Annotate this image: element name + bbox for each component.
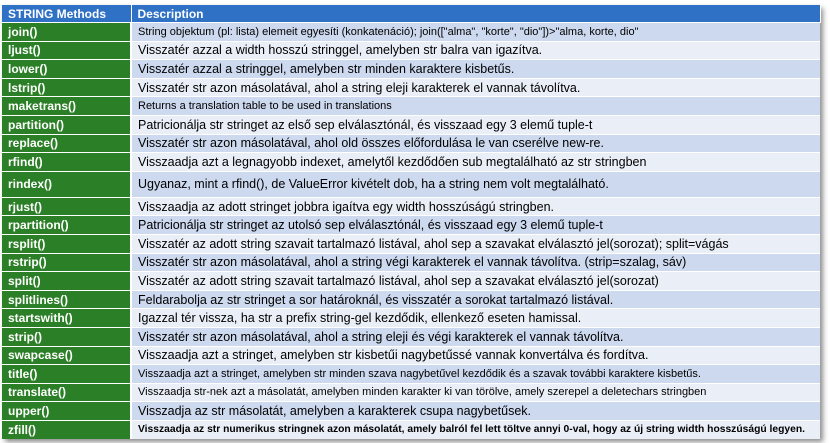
method-name-cell: rpartition()	[2, 216, 131, 235]
table-row	[2, 309, 820, 328]
table-row	[2, 171, 820, 197]
method-description-cell: Visszatér str azon másolatával, ahol a string végi karakterek el vannak távolítva. (strip=szalag, sáv)	[131, 253, 820, 272]
method-name-cell: partition()	[2, 115, 131, 134]
method-description-cell: Visszadja az str másolatát, amelyben a karakterek csupa nagybetűsek.	[131, 402, 820, 421]
table-row	[2, 290, 820, 309]
method-name-cell: replace()	[2, 134, 131, 153]
method-name-cell: strip()	[2, 327, 131, 346]
method-description-cell: Visszatér azzal a width hosszú stringgel, amelyben str balra van igazítva.	[131, 41, 820, 60]
table-row	[2, 134, 820, 153]
method-name-cell: swapcase()	[2, 346, 131, 365]
table-row	[2, 197, 820, 216]
method-description-cell: Igazzal tér vissza, ha str a prefix string-gel kezdődik, ellenkező eseten hamissal.	[131, 309, 820, 328]
method-name-cell: startswith()	[2, 309, 131, 328]
method-description-cell: Patricionálja str stringet az utolsó sep elválasztónál, és visszaad egy 3 elemű tuple-t	[131, 216, 820, 235]
table-row	[2, 272, 820, 291]
method-description-cell: Patricionálja str stringet az első sep elválasztónál, és visszaad egy 3 elemű tuple-t	[131, 115, 820, 134]
method-description-cell: Visszaadja azt a legnagyobb indexet, amelytől kezdődően sub megtalálható az str stringben	[131, 153, 820, 172]
method-description-cell: Visszatér str azon másolatával, ahol a string eleji karakterek el vannak távolítva.	[131, 78, 820, 97]
method-name-cell: ljust()	[2, 41, 131, 60]
table-row	[2, 253, 820, 272]
table-row	[2, 60, 820, 79]
method-name-cell: rindex()	[2, 171, 131, 197]
method-description-cell: Visszatér az adott string szavait tartalmazó listával, ahol sep a szavakat elválasztó jel(sorozat)	[131, 272, 820, 291]
method-description-cell: Visszatér str azon másolatával, ahol a string eleji és végi karakterek el vannak távolítva.	[131, 327, 820, 346]
method-name-cell: translate()	[2, 383, 131, 402]
table-row	[2, 346, 820, 365]
table-row	[2, 78, 820, 97]
method-description-cell: Returns a translation table to be used in translations	[131, 97, 820, 116]
method-name-cell: rsplit()	[2, 234, 131, 253]
table-header-row	[2, 5, 820, 23]
method-name-cell: upper()	[2, 402, 131, 421]
table-row	[2, 97, 820, 116]
table-row	[2, 365, 820, 384]
method-description-cell: Ugyanaz, mint a rfind(), de ValueError kivételt dob, ha a string nem volt megtalálható.	[131, 171, 820, 197]
table-row	[2, 420, 820, 439]
method-name-cell: rfind()	[2, 153, 131, 172]
string-methods-table-container	[2, 5, 820, 439]
table-row	[2, 153, 820, 172]
table-body	[2, 23, 820, 439]
method-description-cell: Visszatér azzal a stringgel, amelyben str minden karaktere kisbetűs.	[131, 60, 820, 79]
table-row	[2, 402, 820, 421]
header-methods: STRING Methods	[2, 5, 131, 23]
method-name-cell: title()	[2, 365, 131, 384]
method-description-cell: Visszaadja azt a stringet, amelyben str kisbetűi nagybetűssé vannak konvertálva és fordítva.	[131, 346, 820, 365]
method-description-cell: Feldarabolja az str stringet a sor határoknál, és visszatér a sorokat tartalmazó listával.	[131, 290, 820, 309]
table-row	[2, 41, 820, 60]
method-description-cell: Visszaadja az str numerikus stringnek azon másolatát, amely balról fel lett töltve annyi 0-val, hogy az új string width hosszúságú legyen.	[131, 420, 820, 439]
method-name-cell: maketrans()	[2, 97, 131, 116]
method-name-cell: lower()	[2, 60, 131, 79]
method-name-cell: lstrip()	[2, 78, 131, 97]
header-description: Description	[131, 5, 820, 23]
method-description-cell: Visszaadja str-nek azt a másolatát, amelyben minden karakter ki van törölve, amely szerepel a deletechars stringben	[131, 383, 820, 402]
method-name-cell: rstrip()	[2, 253, 131, 272]
string-methods-table	[2, 5, 821, 439]
method-description-cell: Visszaadja az adott stringet jobbra igaítva egy width hosszúságú stringben.	[131, 197, 820, 216]
method-name-cell: split()	[2, 272, 131, 291]
method-name-cell: zfill()	[2, 420, 131, 439]
method-name-cell: splitlines()	[2, 290, 131, 309]
method-name-cell: join()	[2, 23, 131, 42]
method-description-cell: String objektum (pl: lista) elemeit egyesíti (konkatenáció); join(["alma", "korte", "dio"])>"alma, korte, dio"	[131, 23, 820, 42]
method-description-cell: Visszatér str azon másolatával, ahol old összes előfordulása le van cserélve new-re.	[131, 134, 820, 153]
table-row	[2, 383, 820, 402]
table-row	[2, 327, 820, 346]
method-description-cell: Visszatér az adott string szavait tartalmazó listával, ahol sep a szavakat elválasztó jel(sorozat); split=vágás	[131, 234, 820, 253]
method-description-cell: Visszaadja azt a stringet, amelyben str minden szava nagybetűvel kezdődik és a szavak további karaktere kisbetűs.	[131, 365, 820, 384]
table-row	[2, 216, 820, 235]
method-name-cell: rjust()	[2, 197, 131, 216]
table-row	[2, 115, 820, 134]
table-row	[2, 234, 820, 253]
table-row	[2, 23, 820, 42]
